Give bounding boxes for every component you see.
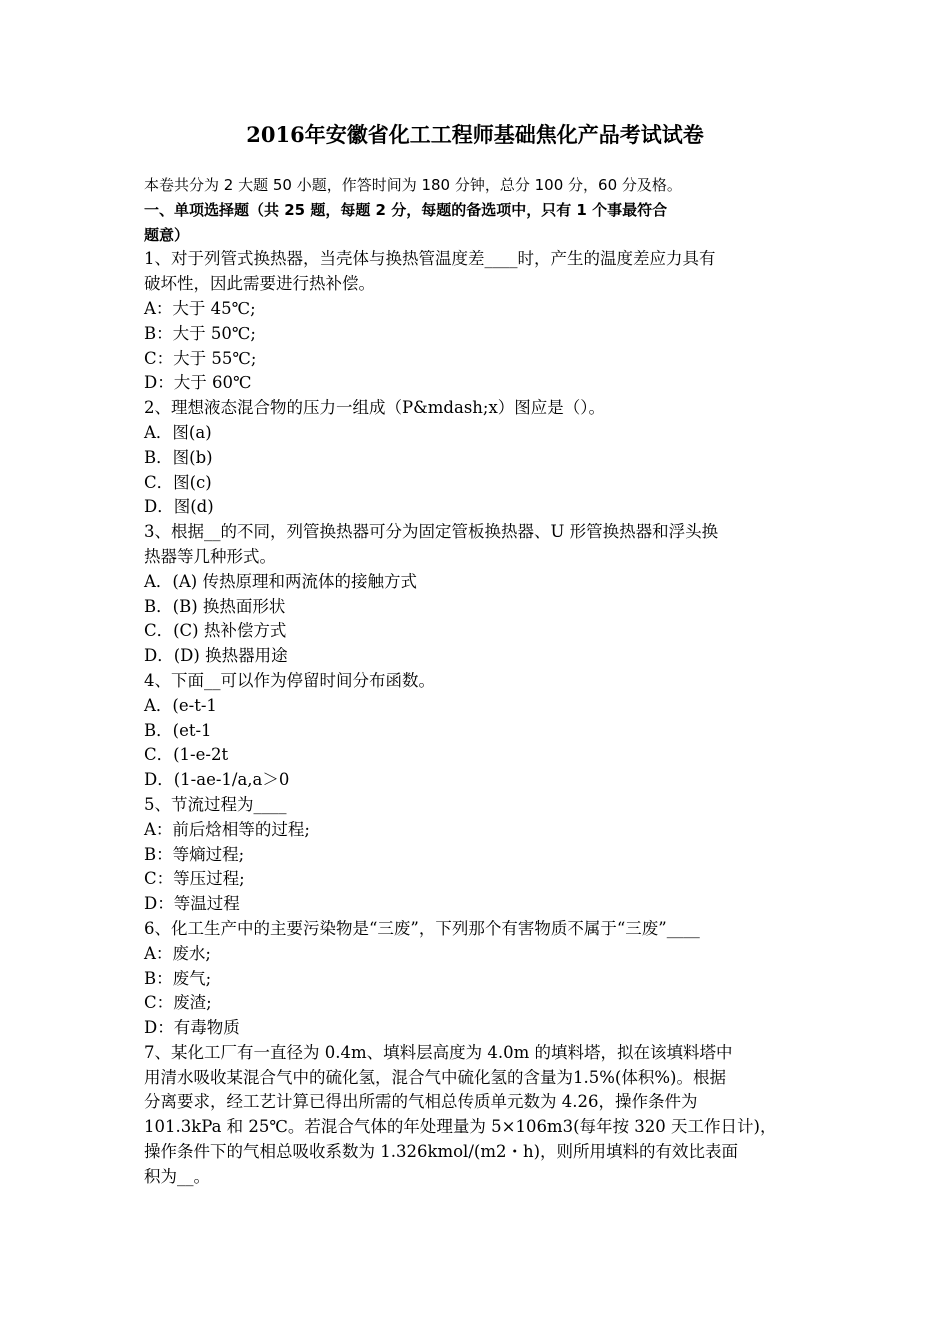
option-b: B．(et-1 xyxy=(144,720,212,740)
question-text: 7、某化工厂有一直径为 0.4m、填料层高度为 4.0m 的填料塔，拟在该填料塔中 xyxy=(144,1042,733,1062)
option-b: B：大于 50℃; xyxy=(144,323,256,343)
option-c: C．(C) 热补偿方式 xyxy=(144,621,287,641)
option-d: D．(1-ae-1/a,a＞0 xyxy=(144,770,290,790)
question-text: 1、对于列管式换热器，当壳体与换热管温度差____时，产生的温度差应力具有 xyxy=(144,249,716,269)
question-text: 用清水吸收某混合气中的硫化氢，混合气中硫化氢的含量为1.5%(体积%)。根据 xyxy=(144,1067,726,1087)
section-heading-line-2: 题意） xyxy=(144,225,190,244)
question-7 xyxy=(144,1041,812,1190)
option-d: D：大于 60℃ xyxy=(144,373,252,393)
question-5 xyxy=(144,793,812,917)
question-text: 2、理想液态混合物的压力一组成（P&mdash;x）图应是（）。 xyxy=(144,398,606,418)
option-a: A．图(a) xyxy=(144,422,212,442)
question-text: 热器等几种形式。 xyxy=(144,546,276,566)
question-3 xyxy=(144,520,812,669)
section-heading-line-1: 一、单项选择题（共 25 题，每题 2 分，每题的备选项中，只有 1 个事最符合 xyxy=(144,200,668,219)
question-text: 操作条件下的气相总吸收系数为 1.326kmol/(m2・h)，则所用填料的有效比表面 xyxy=(144,1142,739,1162)
option-c: C．图(c) xyxy=(144,472,212,492)
option-b: B：废气; xyxy=(144,968,212,988)
question-text: 101.3kPa 和 25℃。若混合气体的年处理量为 5×106m3(每年按 320 天工作日计)， xyxy=(144,1117,777,1137)
question-4 xyxy=(144,669,812,793)
exam-summary: 本卷共分为 2 大题 50 小题，作答时间为 180 分钟，总分 100 分，60 分及格。 xyxy=(144,176,682,194)
option-b: B．(B) 换热面形状 xyxy=(144,596,286,616)
option-b: B．图(b) xyxy=(144,447,213,467)
document-body xyxy=(144,173,812,1190)
option-a: A．(e-t-1 xyxy=(144,695,217,715)
question-text: 分离要求，经工艺计算已得出所需的气相总传质单元数为 4.26，操作条件为 xyxy=(144,1092,698,1112)
option-d: D：有毒物质 xyxy=(144,1018,240,1038)
question-text: 3、根据__的不同，列管换热器可分为固定管板换热器、U 形管换热器和浮头换 xyxy=(144,522,719,542)
page-title: 2016年安徽省化工工程师基础焦化产品考试试卷 xyxy=(246,122,704,147)
option-c: C：等压过程; xyxy=(144,869,245,889)
question-text: 4、下面__可以作为停留时间分布函数。 xyxy=(144,670,435,690)
question-6 xyxy=(144,917,812,1041)
option-c: C．(1-e-2t xyxy=(144,745,229,765)
option-a: A．(A) 传热原理和两流体的接触方式 xyxy=(144,571,417,591)
option-d: D：等温过程 xyxy=(144,894,240,914)
option-d: D．图(d) xyxy=(144,497,214,517)
option-b: B：等熵过程; xyxy=(144,844,245,864)
question-2 xyxy=(144,396,812,520)
question-text: 6、化工生产中的主要污染物是“三废”，下列那个有害物质不属于“三废”____ xyxy=(144,918,700,938)
question-1 xyxy=(144,247,812,396)
question-text: 积为__。 xyxy=(144,1166,210,1186)
question-text: 5、节流过程为____ xyxy=(144,794,287,814)
option-a: A：前后焓相等的过程; xyxy=(144,819,310,839)
option-d: D．(D) 换热器用途 xyxy=(144,646,288,666)
option-c: C：废渣; xyxy=(144,993,212,1013)
question-text: 破坏性，因此需要进行热补偿。 xyxy=(144,274,375,294)
option-a: A：废水; xyxy=(144,943,211,963)
option-c: C：大于 55℃; xyxy=(144,348,257,368)
option-a: A：大于 45℃; xyxy=(144,298,256,318)
